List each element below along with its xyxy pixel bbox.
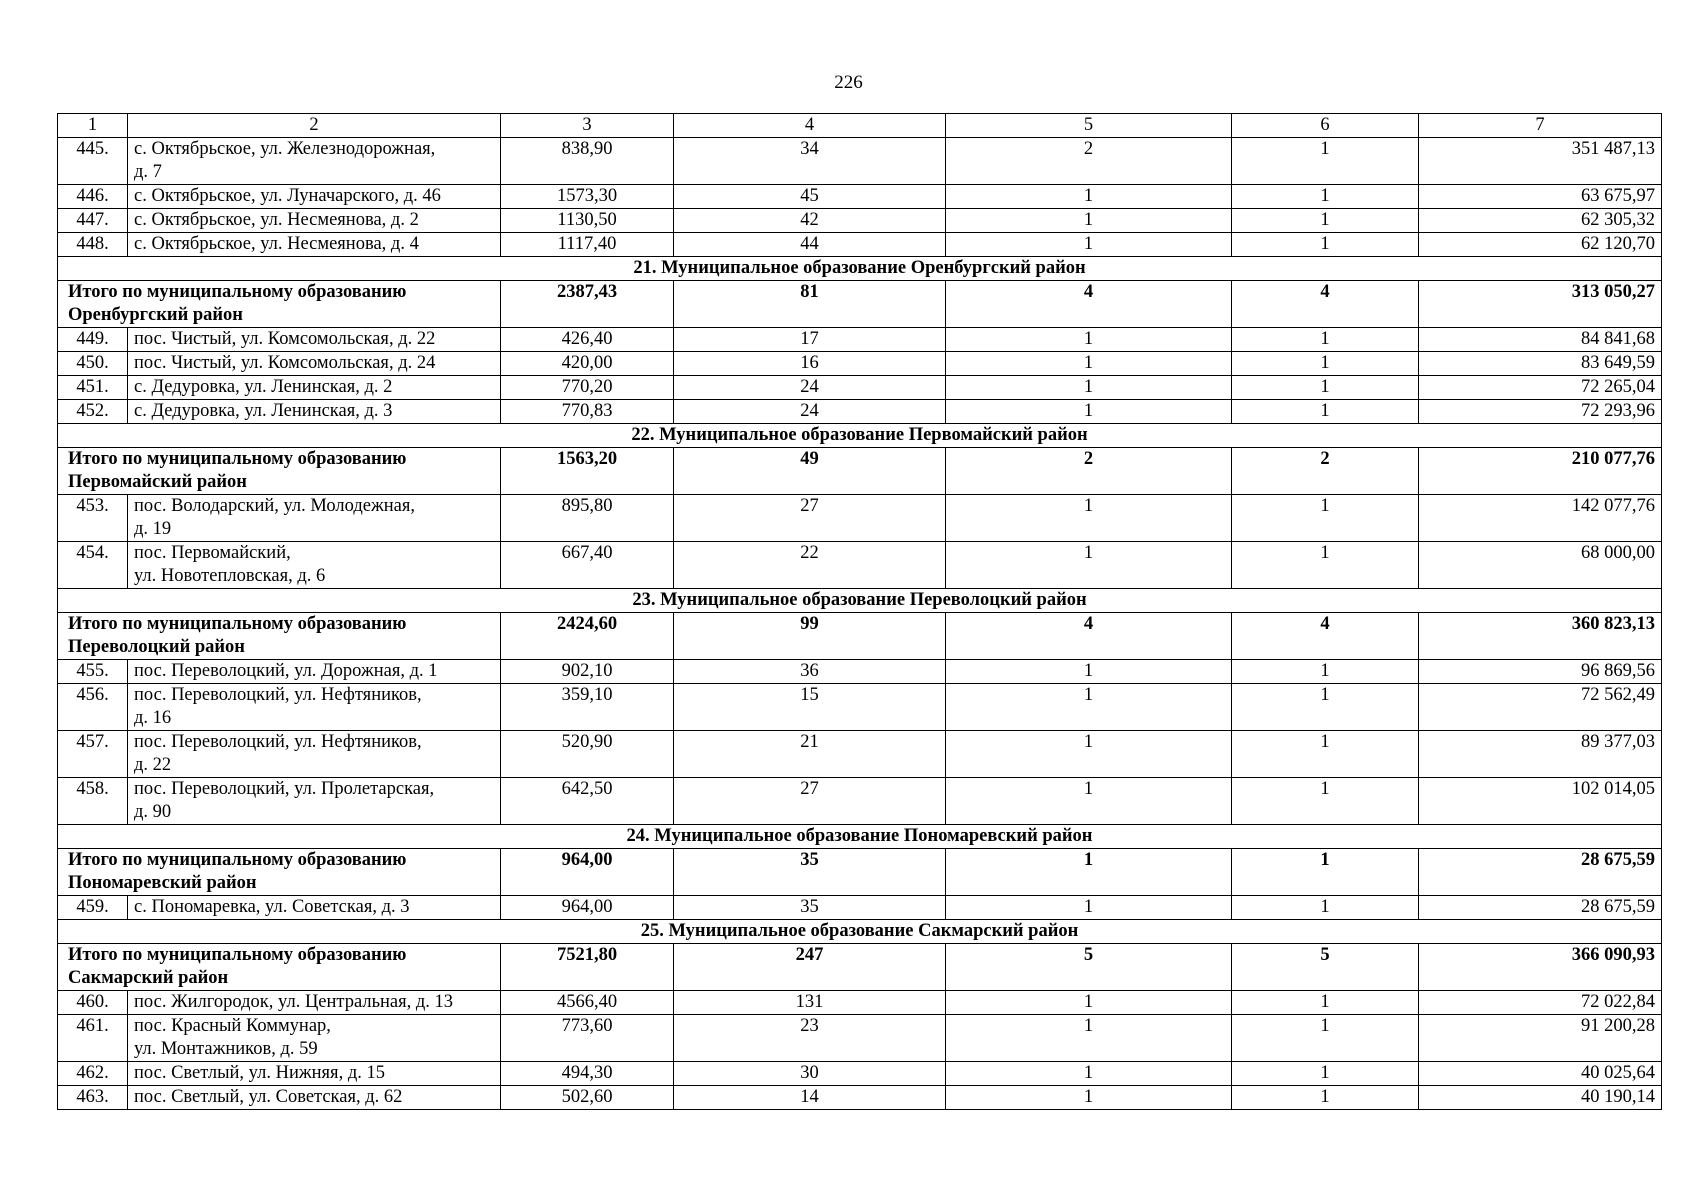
- total-area: 7521,80: [501, 944, 674, 991]
- section-header-row: [58, 257, 1662, 281]
- total-label-line2: Первомайский район: [68, 472, 247, 492]
- count-5-value: 1: [946, 352, 1232, 376]
- address-cell: [128, 328, 501, 352]
- area-value: 895,80: [501, 495, 674, 542]
- address-line1: с. Дедуровка, ул. Ленинская, д. 3: [134, 401, 393, 421]
- table-row: [58, 660, 1662, 684]
- address-line2: ул. Новотепловская, д. 6: [134, 566, 326, 586]
- section-header-row: [58, 589, 1662, 613]
- amount-value: 102 014,05: [1419, 778, 1662, 825]
- total-count-6: 1: [1232, 849, 1419, 896]
- total-label-line1: Итого по муниципальному образованию: [68, 282, 407, 302]
- address-cell: [128, 1086, 501, 1110]
- section-title: 21. Муниципальное образование Оренбургский район: [58, 257, 1662, 281]
- table-row: [58, 542, 1662, 589]
- row-number: 451.: [58, 376, 128, 400]
- count-6-value: 1: [1232, 185, 1419, 209]
- amount-value: 84 841,68: [1419, 328, 1662, 352]
- residents-value: 34: [674, 138, 946, 185]
- section-header-row: [58, 825, 1662, 849]
- section-title: 23. Муниципальное образование Переволоцкий район: [58, 589, 1662, 613]
- table-row: [58, 400, 1662, 424]
- address-line2: ул. Монтажников, д. 59: [134, 1039, 318, 1059]
- count-6-value: 1: [1232, 209, 1419, 233]
- amount-value: 28 675,59: [1419, 896, 1662, 920]
- amount-value: 72 265,04: [1419, 376, 1662, 400]
- address-line2: д. 19: [134, 519, 172, 539]
- count-6-value: 1: [1232, 684, 1419, 731]
- count-5-value: 1: [946, 896, 1232, 920]
- total-count-6: 2: [1232, 448, 1419, 495]
- total-row: [58, 944, 1662, 991]
- residents-value: 30: [674, 1062, 946, 1086]
- column-header: 1: [58, 114, 128, 138]
- section-title: 25. Муниципальное образование Сакмарский район: [58, 920, 1662, 944]
- table-row: [58, 684, 1662, 731]
- count-5-value: 1: [946, 542, 1232, 589]
- area-value: 902,10: [501, 660, 674, 684]
- row-number: 450.: [58, 352, 128, 376]
- address-cell: [128, 896, 501, 920]
- total-label-line2: Переволоцкий район: [68, 637, 245, 657]
- table-row: [58, 328, 1662, 352]
- residents-value: 15: [674, 684, 946, 731]
- section-header-row: [58, 920, 1662, 944]
- total-area: 964,00: [501, 849, 674, 896]
- table-row: [58, 731, 1662, 778]
- column-header: 5: [946, 114, 1232, 138]
- area-value: 770,83: [501, 400, 674, 424]
- total-area: 1563,20: [501, 448, 674, 495]
- count-5-value: 1: [946, 991, 1232, 1015]
- address-cell: [128, 185, 501, 209]
- section-header-row: [58, 424, 1662, 448]
- address-line1: пос. Первомайский,: [134, 543, 291, 563]
- total-count-6: 4: [1232, 281, 1419, 328]
- total-amount: 28 675,59: [1419, 849, 1662, 896]
- amount-value: 72 022,84: [1419, 991, 1662, 1015]
- table-row: [58, 896, 1662, 920]
- count-5-value: 1: [946, 684, 1232, 731]
- total-amount: 366 090,93: [1419, 944, 1662, 991]
- count-6-value: 1: [1232, 233, 1419, 257]
- address-line1: пос. Светлый, ул. Советская, д. 62: [134, 1087, 403, 1107]
- area-value: 1130,50: [501, 209, 674, 233]
- table-row: [58, 352, 1662, 376]
- area-value: 359,10: [501, 684, 674, 731]
- count-5-value: 1: [946, 495, 1232, 542]
- total-residents: 81: [674, 281, 946, 328]
- amount-value: 351 487,13: [1419, 138, 1662, 185]
- residents-value: 27: [674, 778, 946, 825]
- address-cell: [128, 352, 501, 376]
- total-label-line2: Сакмарский район: [68, 968, 229, 988]
- row-number: 460.: [58, 991, 128, 1015]
- total-label-line2: Оренбургский район: [68, 305, 243, 325]
- area-value: 4566,40: [501, 991, 674, 1015]
- count-6-value: 1: [1232, 495, 1419, 542]
- area-value: 770,20: [501, 376, 674, 400]
- row-number: 448.: [58, 233, 128, 257]
- section-title: 22. Муниципальное образование Первомайский район: [58, 424, 1662, 448]
- row-number: 458.: [58, 778, 128, 825]
- count-5-value: 1: [946, 731, 1232, 778]
- count-6-value: 1: [1232, 778, 1419, 825]
- row-number: 459.: [58, 896, 128, 920]
- total-row: [58, 849, 1662, 896]
- amount-value: 83 649,59: [1419, 352, 1662, 376]
- total-row: [58, 281, 1662, 328]
- amount-value: 96 869,56: [1419, 660, 1662, 684]
- amount-value: 72 562,49: [1419, 684, 1662, 731]
- table-row: [58, 778, 1662, 825]
- residents-value: 24: [674, 376, 946, 400]
- area-value: 426,40: [501, 328, 674, 352]
- row-number: 461.: [58, 1015, 128, 1062]
- total-label-line2: Пономаревский район: [68, 873, 257, 893]
- address-cell: [128, 495, 501, 542]
- address-cell: [128, 991, 501, 1015]
- address-cell: [128, 1015, 501, 1062]
- row-number: 446.: [58, 185, 128, 209]
- column-header: 4: [674, 114, 946, 138]
- count-5-value: 1: [946, 778, 1232, 825]
- table-row: [58, 1086, 1662, 1110]
- amount-value: 89 377,03: [1419, 731, 1662, 778]
- table-row: [58, 185, 1662, 209]
- column-header: 6: [1232, 114, 1419, 138]
- amount-value: 142 077,76: [1419, 495, 1662, 542]
- table-row: [58, 376, 1662, 400]
- total-amount: 360 823,13: [1419, 613, 1662, 660]
- count-6-value: 1: [1232, 542, 1419, 589]
- count-6-value: 1: [1232, 991, 1419, 1015]
- address-line1: с. Пономаревка, ул. Советская, д. 3: [134, 897, 410, 917]
- table-row: [58, 495, 1662, 542]
- address-line1: пос. Переволоцкий, ул. Дорожная, д. 1: [134, 661, 438, 681]
- section-title: 24. Муниципальное образование Пономаревский район: [58, 825, 1662, 849]
- row-number: 447.: [58, 209, 128, 233]
- address-line2: д. 7: [134, 162, 162, 182]
- column-header: 2: [128, 114, 501, 138]
- table-row: [58, 209, 1662, 233]
- total-count-6: 4: [1232, 613, 1419, 660]
- address-cell: [128, 233, 501, 257]
- total-residents: 247: [674, 944, 946, 991]
- total-residents: 49: [674, 448, 946, 495]
- residents-value: 35: [674, 896, 946, 920]
- total-row: [58, 448, 1662, 495]
- amount-value: 91 200,28: [1419, 1015, 1662, 1062]
- amount-value: 68 000,00: [1419, 542, 1662, 589]
- amount-value: 62 120,70: [1419, 233, 1662, 257]
- address-cell: [128, 731, 501, 778]
- area-value: 964,00: [501, 896, 674, 920]
- address-line1: с. Октябрьское, ул. Несмеянова, д. 4: [134, 234, 419, 254]
- count-5-value: 1: [946, 1015, 1232, 1062]
- total-label: [58, 613, 501, 660]
- registry-table: [57, 113, 1662, 1110]
- address-line1: пос. Переволоцкий, ул. Нефтяников,: [134, 732, 422, 752]
- row-number: 454.: [58, 542, 128, 589]
- count-6-value: 1: [1232, 1086, 1419, 1110]
- residents-value: 17: [674, 328, 946, 352]
- address-line2: д. 16: [134, 708, 172, 728]
- total-count-6: 5: [1232, 944, 1419, 991]
- address-line1: пос. Переволоцкий, ул. Нефтяников,: [134, 685, 422, 705]
- count-5-value: 2: [946, 138, 1232, 185]
- table-row: [58, 991, 1662, 1015]
- area-value: 420,00: [501, 352, 674, 376]
- amount-value: 40 025,64: [1419, 1062, 1662, 1086]
- residents-value: 22: [674, 542, 946, 589]
- amount-value: 40 190,14: [1419, 1086, 1662, 1110]
- count-6-value: 1: [1232, 896, 1419, 920]
- page-number: 226: [834, 72, 863, 93]
- total-residents: 99: [674, 613, 946, 660]
- residents-value: 16: [674, 352, 946, 376]
- address-line1: с. Октябрьское, ул. Луначарского, д. 46: [134, 186, 441, 206]
- table-body: [58, 114, 1662, 1110]
- table-row: [58, 233, 1662, 257]
- total-label-line1: Итого по муниципальному образованию: [68, 850, 407, 870]
- table-row: [58, 1062, 1662, 1086]
- row-number: 449.: [58, 328, 128, 352]
- total-count-5: 4: [946, 281, 1232, 328]
- address-line1: с. Дедуровка, ул. Ленинская, д. 2: [134, 377, 393, 397]
- address-cell: [128, 138, 501, 185]
- count-5-value: 1: [946, 1062, 1232, 1086]
- count-6-value: 1: [1232, 352, 1419, 376]
- residents-value: 44: [674, 233, 946, 257]
- address-line1: с. Октябрьское, ул. Несмеянова, д. 2: [134, 210, 419, 230]
- row-number: 455.: [58, 660, 128, 684]
- row-number: 445.: [58, 138, 128, 185]
- area-value: 773,60: [501, 1015, 674, 1062]
- address-cell: [128, 778, 501, 825]
- total-label-line1: Итого по муниципальному образованию: [68, 945, 407, 965]
- area-value: 520,90: [501, 731, 674, 778]
- count-6-value: 1: [1232, 1062, 1419, 1086]
- column-header: 3: [501, 114, 674, 138]
- address-cell: [128, 376, 501, 400]
- amount-value: 63 675,97: [1419, 185, 1662, 209]
- total-amount: 313 050,27: [1419, 281, 1662, 328]
- address-line1: пос. Чистый, ул. Комсомольская, д. 22: [134, 329, 436, 349]
- column-number-row: [58, 114, 1662, 138]
- total-label: [58, 448, 501, 495]
- address-cell: [128, 1062, 501, 1086]
- total-label: [58, 944, 501, 991]
- address-line1: пос. Светлый, ул. Нижняя, д. 15: [134, 1063, 385, 1083]
- count-5-value: 1: [946, 233, 1232, 257]
- total-residents: 35: [674, 849, 946, 896]
- count-5-value: 1: [946, 185, 1232, 209]
- row-number: 452.: [58, 400, 128, 424]
- total-label-line1: Итого по муниципальному образованию: [68, 614, 407, 634]
- residents-value: 42: [674, 209, 946, 233]
- address-cell: [128, 542, 501, 589]
- area-value: 1573,30: [501, 185, 674, 209]
- count-6-value: 1: [1232, 376, 1419, 400]
- total-area: 2424,60: [501, 613, 674, 660]
- count-6-value: 1: [1232, 731, 1419, 778]
- count-5-value: 1: [946, 400, 1232, 424]
- total-label-line1: Итого по муниципальному образованию: [68, 449, 407, 469]
- row-number: 453.: [58, 495, 128, 542]
- row-number: 462.: [58, 1062, 128, 1086]
- address-line2: д. 90: [134, 802, 172, 822]
- area-value: 1117,40: [501, 233, 674, 257]
- area-value: 667,40: [501, 542, 674, 589]
- total-amount: 210 077,76: [1419, 448, 1662, 495]
- residents-value: 45: [674, 185, 946, 209]
- area-value: 502,60: [501, 1086, 674, 1110]
- count-5-value: 1: [946, 1086, 1232, 1110]
- total-label: [58, 281, 501, 328]
- count-5-value: 1: [946, 376, 1232, 400]
- table-row: [58, 138, 1662, 185]
- area-value: 494,30: [501, 1062, 674, 1086]
- count-5-value: 1: [946, 328, 1232, 352]
- residents-value: 14: [674, 1086, 946, 1110]
- address-cell: [128, 400, 501, 424]
- count-6-value: 1: [1232, 1015, 1419, 1062]
- table-row: [58, 1015, 1662, 1062]
- total-label: [58, 849, 501, 896]
- total-count-5: 1: [946, 849, 1232, 896]
- count-6-value: 1: [1232, 328, 1419, 352]
- address-cell: [128, 209, 501, 233]
- area-value: 642,50: [501, 778, 674, 825]
- column-header: 7: [1419, 114, 1662, 138]
- count-5-value: 1: [946, 660, 1232, 684]
- address-line1: пос. Жилгородок, ул. Центральная, д. 13: [134, 992, 454, 1012]
- residents-value: 23: [674, 1015, 946, 1062]
- area-value: 838,90: [501, 138, 674, 185]
- row-number: 457.: [58, 731, 128, 778]
- count-6-value: 1: [1232, 400, 1419, 424]
- row-number: 456.: [58, 684, 128, 731]
- amount-value: 72 293,96: [1419, 400, 1662, 424]
- amount-value: 62 305,32: [1419, 209, 1662, 233]
- address-cell: [128, 684, 501, 731]
- residents-value: 21: [674, 731, 946, 778]
- total-count-5: 5: [946, 944, 1232, 991]
- count-5-value: 1: [946, 209, 1232, 233]
- total-count-5: 2: [946, 448, 1232, 495]
- residents-value: 131: [674, 991, 946, 1015]
- total-row: [58, 613, 1662, 660]
- address-line1: пос. Переволоцкий, ул. Пролетарская,: [134, 779, 435, 799]
- address-line1: с. Октябрьское, ул. Железнодорожная,: [134, 139, 436, 159]
- address-line1: пос. Чистый, ул. Комсомольская, д. 24: [134, 353, 436, 373]
- residents-value: 24: [674, 400, 946, 424]
- total-count-5: 4: [946, 613, 1232, 660]
- residents-value: 36: [674, 660, 946, 684]
- count-6-value: 1: [1232, 138, 1419, 185]
- total-area: 2387,43: [501, 281, 674, 328]
- count-6-value: 1: [1232, 660, 1419, 684]
- address-line2: д. 22: [134, 755, 172, 775]
- row-number: 463.: [58, 1086, 128, 1110]
- address-line1: пос. Красный Коммунар,: [134, 1016, 331, 1036]
- residents-value: 27: [674, 495, 946, 542]
- address-line1: пос. Володарский, ул. Молодежная,: [134, 496, 416, 516]
- address-cell: [128, 660, 501, 684]
